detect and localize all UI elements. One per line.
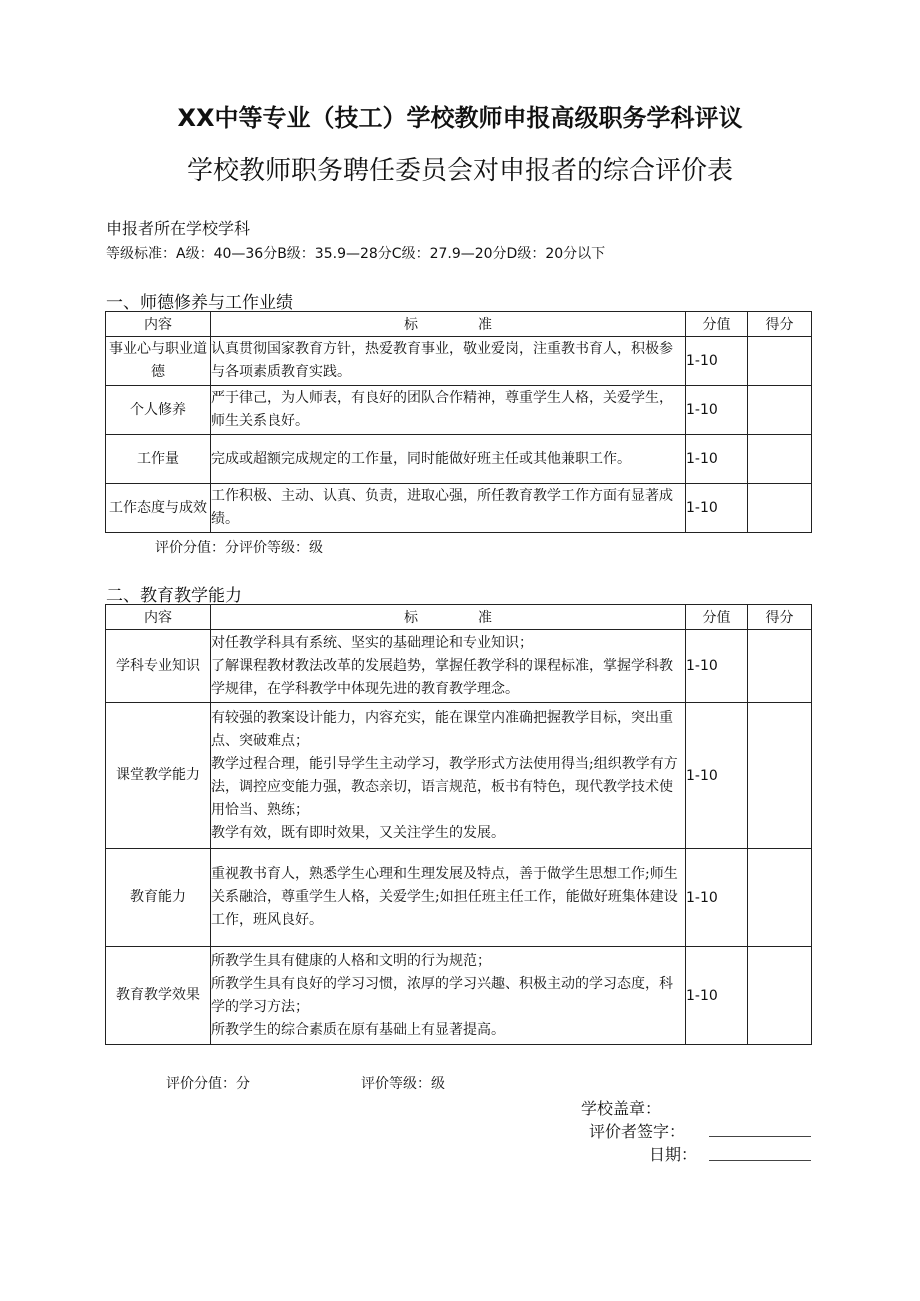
col-standard bbox=[211, 605, 686, 630]
standard-line: 教学过程合理，能引导学生主动学习，教学形式方法使用得当;组织教学有方法，调控应变能力强，教态亲切，语言规范，板书有特色，现代教学技术使用恰当、熟练； bbox=[211, 755, 678, 818]
table-header-row bbox=[106, 312, 812, 337]
table-row bbox=[106, 703, 812, 849]
section1-table bbox=[105, 311, 812, 533]
row-item: 工作量 bbox=[106, 435, 211, 484]
row-item: 工作态度与成效 bbox=[106, 484, 211, 533]
standard-line: 重视教书育人，熟悉学生心理和生理发展及特点，善于做学生思想工作;师生关系融洽，尊重学生人格，关爱学生;如担任班主任工作，能做好班集体建设工作，班风良好。 bbox=[211, 866, 678, 928]
page-subtitle: 学校教师职务聘任委员会对申报者的综合评价表 bbox=[186, 156, 733, 186]
standard-line: 教学有效，既有即时效果，又关注学生的发展。 bbox=[211, 824, 505, 841]
col-content: 内容 bbox=[106, 312, 211, 337]
standard-line: 所教学生具有良好的学习习惯，浓厚的学习兴趣、积极主动的学习态度，科学的学习方法； bbox=[211, 975, 673, 1015]
row-range: 1-10 bbox=[686, 849, 748, 947]
col-content: 内容 bbox=[106, 605, 211, 630]
score-cell[interactable] bbox=[748, 435, 812, 484]
row-standard: 认真贯彻国家教育方针，热爱教育事业，敬业爱岗，注重教书育人，积极参与各项素质教育实践。 bbox=[211, 337, 686, 386]
row-range: 1-10 bbox=[686, 630, 748, 703]
row-item: 教育能力 bbox=[106, 849, 211, 947]
grade-standard: 等级标准：A级：40—36分B级：35.9—28分C级：27.9—20分D级：20分以下 bbox=[106, 246, 606, 262]
col-standard-a: 标 bbox=[404, 610, 478, 626]
col-standard-b: 准 bbox=[478, 317, 492, 333]
applicant-info: 申报者所在学校学科 bbox=[106, 219, 251, 238]
section2-table bbox=[105, 604, 812, 1045]
row-range: 1-10 bbox=[686, 337, 748, 386]
col-standard-a: 标 bbox=[404, 317, 478, 333]
col-score-range: 分值 bbox=[686, 605, 748, 630]
school-stamp-label: 学校盖章： bbox=[581, 1099, 662, 1118]
score-cell[interactable] bbox=[748, 484, 812, 533]
standard-line: 有较强的教案设计能力，内容充实，能在课堂内准确把握教学目标，突出重点、突破难点； bbox=[211, 709, 673, 749]
score-cell[interactable] bbox=[748, 947, 812, 1045]
score-cell[interactable] bbox=[748, 849, 812, 947]
row-item: 课堂教学能力 bbox=[106, 703, 211, 849]
score-cell[interactable] bbox=[748, 337, 812, 386]
row-standard bbox=[211, 947, 686, 1045]
table-row bbox=[106, 386, 812, 435]
table-header-row bbox=[106, 605, 812, 630]
section2-summary-grade: 评价等级：级 bbox=[361, 1076, 445, 1092]
section2-heading: 二、教育教学能力 bbox=[106, 586, 242, 606]
row-standard: 严于律己，为人师表，有良好的团队合作精神，尊重学生人格，关爱学生，师生关系良好。 bbox=[211, 386, 686, 435]
row-standard bbox=[211, 630, 686, 703]
standard-line: 对任教学科具有系统、坚实的基础理论和专业知识； bbox=[211, 634, 533, 651]
table-row bbox=[106, 484, 812, 533]
section1-summary: 评价分值：分评价等级：级 bbox=[155, 540, 323, 556]
table-row bbox=[106, 630, 812, 703]
row-item: 学科专业知识 bbox=[106, 630, 211, 703]
row-range: 1-10 bbox=[686, 947, 748, 1045]
standard-line: 所教学生的综合素质在原有基础上有显著提高。 bbox=[211, 1021, 505, 1038]
row-standard: 完成或超额完成规定的工作量，同时能做好班主任或其他兼职工作。 bbox=[211, 435, 686, 484]
table-row bbox=[106, 947, 812, 1045]
col-score: 得分 bbox=[748, 605, 812, 630]
score-cell[interactable] bbox=[748, 386, 812, 435]
row-standard bbox=[211, 849, 686, 947]
standard-line: 所教学生具有健康的人格和文明的行为规范； bbox=[211, 952, 491, 969]
table-row bbox=[106, 337, 812, 386]
score-cell[interactable] bbox=[748, 630, 812, 703]
col-score: 得分 bbox=[748, 312, 812, 337]
row-range: 1-10 bbox=[686, 435, 748, 484]
col-standard-b: 准 bbox=[478, 610, 492, 626]
page-title: XX中等专业（技工）学校教师申报高级职务学科评议 bbox=[177, 104, 743, 132]
col-standard bbox=[211, 312, 686, 337]
date-label: 日期： bbox=[649, 1145, 698, 1164]
table-row bbox=[106, 435, 812, 484]
col-score-range: 分值 bbox=[686, 312, 748, 337]
row-standard: 工作积极、主动、认真、负责，进取心强，所任教育教学工作方面有显著成绩。 bbox=[211, 484, 686, 533]
row-range: 1-10 bbox=[686, 703, 748, 849]
evaluator-signature-label: 评价者签字： bbox=[589, 1122, 686, 1141]
row-item: 教育教学效果 bbox=[106, 947, 211, 1045]
section1-heading: 一、师德修养与工作业绩 bbox=[106, 293, 293, 313]
row-range: 1-10 bbox=[686, 484, 748, 533]
row-item: 事业心与职业道德 bbox=[106, 337, 211, 386]
standard-line: 了解课程教材教法改革的发展趋势，掌握任教学科的课程标准，掌握学科教学规律，在学科教学中体现先进的教育教学理念。 bbox=[211, 657, 673, 697]
evaluator-signature-line[interactable] bbox=[709, 1136, 811, 1137]
date-line[interactable] bbox=[709, 1160, 811, 1161]
row-item: 个人修养 bbox=[106, 386, 211, 435]
section2-summary-score: 评价分值：分 bbox=[166, 1076, 250, 1092]
table-row bbox=[106, 849, 812, 947]
row-standard bbox=[211, 703, 686, 849]
score-cell[interactable] bbox=[748, 703, 812, 849]
row-range: 1-10 bbox=[686, 386, 748, 435]
